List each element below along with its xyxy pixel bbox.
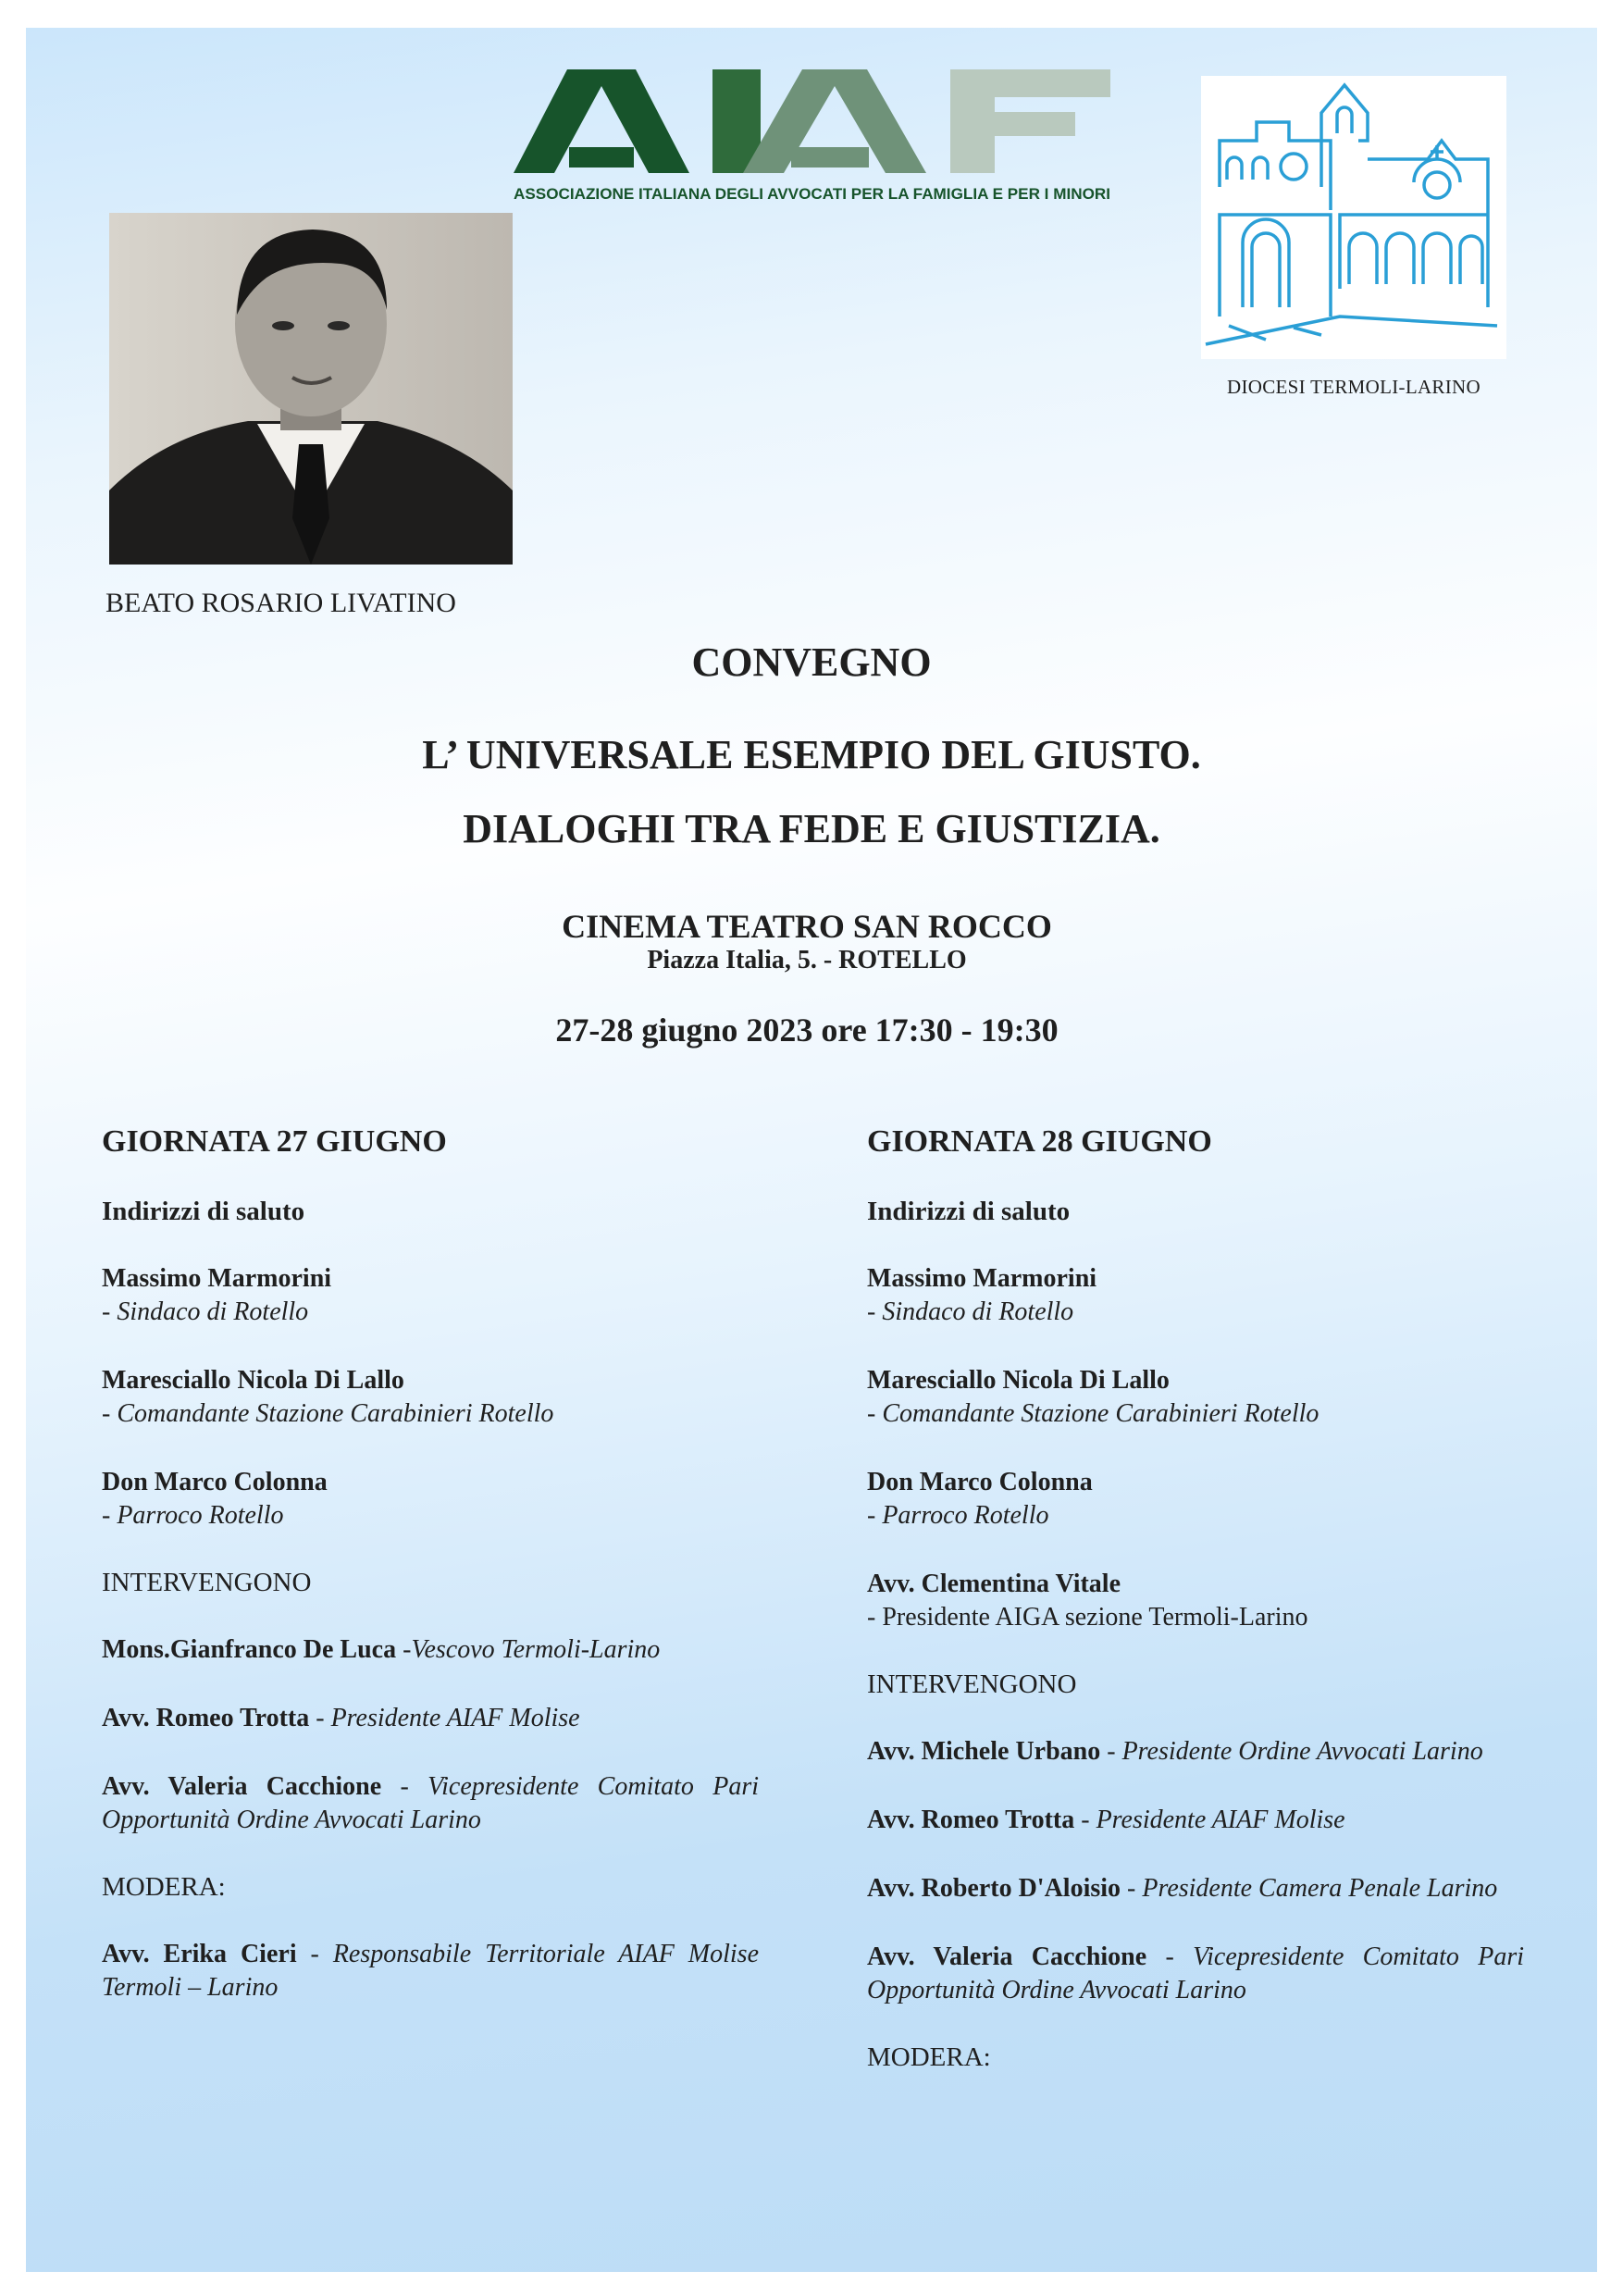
person-role: Parroco Rotello bbox=[882, 1501, 1049, 1530]
title-line-2: DIALOGHI TRA FEDE E GIUSTIZIA. bbox=[463, 806, 1160, 851]
day1-modera: MODERA: bbox=[102, 1872, 226, 1902]
day2-speaker: Avv. Valeria Cacchione - Vicepresidente Comitato Pari Opportunità Ordine Avvocati Larino bbox=[867, 1942, 1524, 2004]
person-name: Maresciallo Nicola Di Lallo bbox=[867, 1366, 1170, 1395]
day1-saluto: Massimo Marmorini - Sindaco di Rotello bbox=[102, 1264, 332, 1326]
person-role: Comandante Stazione Carabinieri Rotello bbox=[882, 1399, 1319, 1428]
day2-title: GIORNATA 28 GIUGNO bbox=[867, 1124, 1212, 1159]
diocesi-caption: DIOCESI TERMOLI-LARINO bbox=[1227, 376, 1481, 398]
day1-speaker: Avv. Romeo Trotta - Presidente AIAF Molise bbox=[102, 1704, 580, 1732]
day2-saluto: Don Marco Colonna - Parroco Rotello bbox=[867, 1468, 1093, 1530]
person-name: Massimo Marmorini bbox=[867, 1264, 1097, 1293]
day1-title: GIORNATA 27 GIUGNO bbox=[102, 1124, 447, 1159]
convegno-label: CONVEGNO bbox=[691, 639, 932, 685]
person-name: Maresciallo Nicola Di Lallo bbox=[102, 1366, 404, 1395]
person-name: Avv. Valeria Cacchione bbox=[867, 1942, 1147, 1971]
person-name: Don Marco Colonna bbox=[102, 1468, 328, 1496]
title-line-1: L’ UNIVERSALE ESEMPIO DEL GIUSTO. bbox=[422, 732, 1201, 777]
person-role: Presidente AIGA sezione Termoli-Larino bbox=[882, 1603, 1308, 1632]
day1-column bbox=[102, 1124, 759, 2040]
person-name: Massimo Marmorini bbox=[102, 1264, 332, 1293]
person-role: Vescovo Termoli-Larino bbox=[411, 1635, 661, 1664]
person-role: Presidente Ordine Avvocati Larino bbox=[1121, 1737, 1483, 1766]
portrait-caption: BEATO ROSARIO LIVATINO bbox=[105, 588, 456, 618]
person-role: Vicepresidente Comitato Pari Opportunità Ordine Avvocati Larino bbox=[867, 1942, 1524, 2004]
day2-speaker: Avv. Michele Urbano - Presidente Ordine Avvocati Larino bbox=[867, 1737, 1483, 1766]
person-role: Vicepresidente Comitato Pari Opportunità Ordine Avvocati Larino bbox=[102, 1772, 759, 1834]
person-name: Avv. Clementina Vitale bbox=[867, 1570, 1121, 1598]
person-name: Don Marco Colonna bbox=[867, 1468, 1093, 1496]
day1-saluto: Don Marco Colonna - Parroco Rotello bbox=[102, 1468, 328, 1530]
venue-address: Piazza Italia, 5. - ROTELLO bbox=[647, 946, 967, 974]
person-role: Sindaco di Rotello bbox=[882, 1297, 1074, 1326]
day2-saluto: Avv. Clementina Vitale - Presidente AIGA sezione Termoli-Larino bbox=[867, 1570, 1308, 1632]
person-name: Avv. Roberto D'Aloisio bbox=[867, 1874, 1121, 1903]
venue: CINEMA TEATRO SAN ROCCO bbox=[562, 908, 1052, 945]
person-name: Avv. Romeo Trotta bbox=[102, 1704, 310, 1732]
event-dates: 27-28 giugno 2023 ore 17:30 - 19:30 bbox=[555, 1011, 1059, 1049]
person-role: Parroco Rotello bbox=[117, 1501, 284, 1530]
person-name: Mons.Gianfranco De Luca bbox=[102, 1635, 397, 1664]
cathedral-icon bbox=[1201, 76, 1506, 359]
day1-intervengono: INTERVENGONO bbox=[102, 1568, 312, 1597]
day1-speaker: Avv. Valeria Cacchione - Vicepresidente Comitato Pari Opportunità Ordine Avvocati Larino bbox=[102, 1772, 759, 1834]
diocesi-logo bbox=[1201, 76, 1506, 359]
day2-modera: MODERA: bbox=[867, 2042, 991, 2072]
day2-speaker: Avv. Romeo Trotta - Presidente AIAF Molise bbox=[867, 1806, 1345, 1834]
person-name: Avv. Romeo Trotta bbox=[867, 1806, 1075, 1834]
day2-intervengono: INTERVENGONO bbox=[867, 1669, 1077, 1699]
person-role: Comandante Stazione Carabinieri Rotello bbox=[117, 1399, 554, 1428]
day1-speaker: Mons.Gianfranco De Luca -Vescovo Termoli-Larino bbox=[102, 1635, 661, 1664]
day1-saluto: Maresciallo Nicola Di Lallo - Comandante Stazione Carabinieri Rotello bbox=[102, 1366, 554, 1428]
day2-saluto: Maresciallo Nicola Di Lallo - Comandante Stazione Carabinieri Rotello bbox=[867, 1366, 1319, 1428]
aiaf-subtitle: ASSOCIAZIONE ITALIANA DEGLI AVVOCATI PER LA FAMIGLIA E PER I MINORI bbox=[514, 186, 1110, 203]
person-name: Avv. Erika Cieri bbox=[102, 1940, 297, 1968]
person-role: Sindaco di Rotello bbox=[117, 1297, 309, 1326]
day2-speaker: Avv. Roberto D'Aloisio - Presidente Camera Penale Larino bbox=[867, 1874, 1498, 1903]
day1-greetings: Indirizzi di saluto bbox=[102, 1197, 305, 1226]
person-role: Presidente Camera Penale Larino bbox=[1142, 1874, 1498, 1903]
day2-column bbox=[867, 1124, 1524, 2108]
person-name: Avv. Valeria Cacchione bbox=[102, 1772, 382, 1801]
person-role: Presidente AIAF Molise bbox=[1096, 1806, 1345, 1834]
person-role: Responsabile Territoriale AIAF Molise Termoli – Larino bbox=[102, 1940, 759, 2002]
day1-moderator: Avv. Erika Cieri - Responsabile Territoriale AIAF Molise Termoli – Larino bbox=[102, 1940, 759, 2002]
person-role: Presidente AIAF Molise bbox=[330, 1704, 580, 1732]
day2-greetings: Indirizzi di saluto bbox=[867, 1197, 1071, 1226]
aiaf-logo bbox=[514, 69, 1110, 208]
person-name: Avv. Michele Urbano bbox=[867, 1737, 1101, 1766]
portrait-photo bbox=[109, 213, 513, 565]
day2-saluto: Massimo Marmorini - Sindaco di Rotello bbox=[867, 1264, 1097, 1326]
